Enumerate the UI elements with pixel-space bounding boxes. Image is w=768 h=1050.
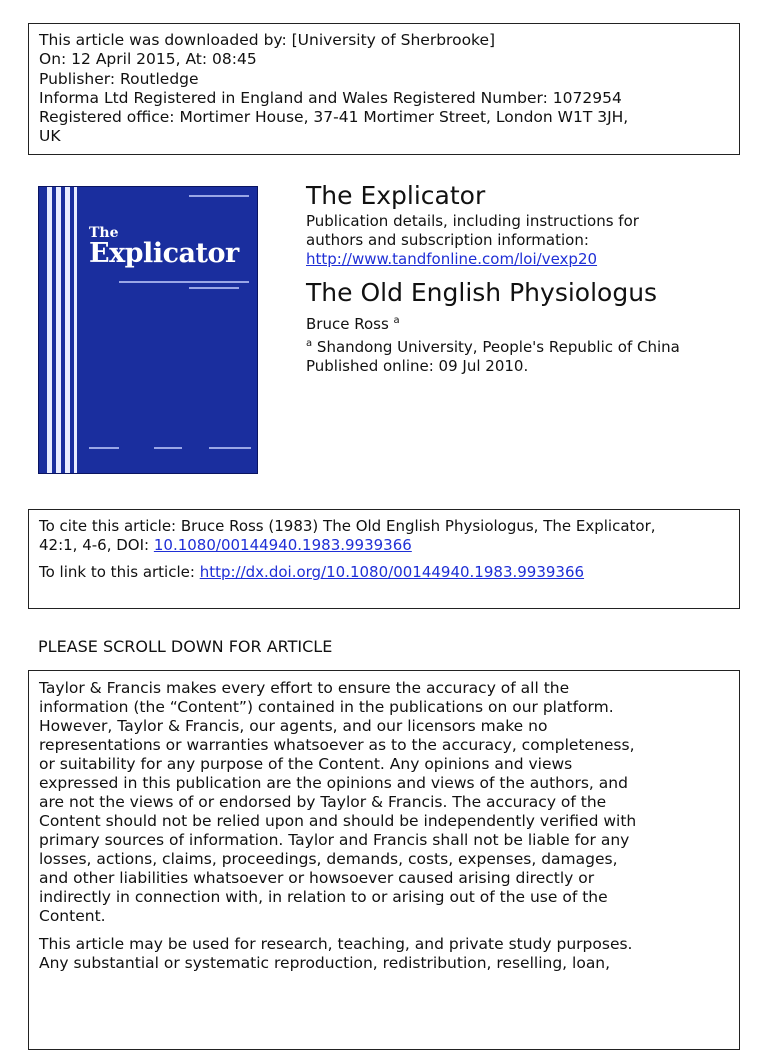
publication-details: Publication details, including instructions for bbox=[306, 212, 639, 230]
article-link-line bbox=[39, 563, 729, 582]
cover-stripe bbox=[74, 187, 77, 473]
disclaimer-line: Any substantial or systematic reproduction, redistribution, reselling, loan, bbox=[39, 954, 611, 972]
disclaimer-line: indirectly in connection with, in relation to or arising out of the use of the bbox=[39, 888, 608, 906]
cover-stripe bbox=[47, 187, 52, 473]
journal-title: The Explicator bbox=[306, 181, 486, 210]
article-title: The Old English Physiologus bbox=[306, 278, 658, 307]
cover-tagline-mark bbox=[189, 287, 239, 289]
affiliation-line bbox=[306, 334, 746, 357]
disclaimer-line: However, Taylor & Francis, our agents, and our licensors make no bbox=[39, 717, 548, 735]
download-notice-box bbox=[28, 23, 740, 155]
disclaimer-line: or suitability for any purpose of the Content. Any opinions and views bbox=[39, 755, 573, 773]
author-name: Bruce Ross bbox=[306, 315, 389, 333]
scroll-down-note: PLEASE SCROLL DOWN FOR ARTICLE bbox=[38, 637, 333, 656]
cover-footer-mark bbox=[89, 447, 119, 449]
disclaimer-line: representations or warranties whatsoever as to the accuracy, completeness, bbox=[39, 736, 635, 754]
cover-tagline-mark bbox=[119, 281, 249, 283]
author-line bbox=[306, 311, 746, 334]
cover-issn-mark bbox=[189, 195, 249, 197]
doi-link[interactable]: 10.1080/00144940.1983.9939366 bbox=[153, 536, 412, 554]
download-line: This article was downloaded by: [University of Sherbrooke] bbox=[39, 31, 496, 49]
citation-prefix: 42:1, 4-6, DOI: bbox=[39, 536, 154, 554]
download-line: Informa Ltd Registered in England and Wales Registered Number: 1072954 bbox=[39, 88, 622, 107]
cover-title bbox=[89, 225, 239, 269]
download-line: Registered office: Mortimer House, 37-41 Mortimer Street, London W1T 3JH, bbox=[39, 108, 629, 127]
affiliation-marker: a bbox=[306, 338, 313, 349]
disclaimer-line: and other liabilities whatsoever or howsoever caused arising directly or bbox=[39, 869, 595, 887]
cover-stripe bbox=[56, 187, 61, 473]
published-date: Published online: 09 Jul 2010. bbox=[306, 357, 529, 375]
affiliation-text: Shandong University, People's Republic of China bbox=[316, 338, 680, 356]
publication-details: authors and subscription information: bbox=[306, 231, 589, 249]
cover-title-large: Explicator bbox=[89, 238, 239, 269]
citation-line: To cite this article: Bruce Ross (1983) The Old English Physiologus, The Explicator, bbox=[39, 517, 656, 535]
cover-title-small: The bbox=[89, 225, 119, 241]
disclaimer-box bbox=[28, 670, 740, 1050]
journal-url-link[interactable]: http://www.tandfonline.com/loi/vexp20 bbox=[306, 250, 598, 268]
cover-footer-mark bbox=[154, 447, 182, 449]
download-line: On: 12 April 2015, At: 08:45 bbox=[39, 50, 257, 69]
cover-stripe bbox=[65, 187, 70, 473]
download-line: Publisher: Routledge bbox=[39, 69, 199, 88]
cover-footer-mark bbox=[209, 447, 251, 449]
citation-box bbox=[28, 509, 740, 609]
citation-line bbox=[39, 536, 729, 555]
disclaimer-line: Taylor & Francis makes every effort to ensure the accuracy of all the bbox=[39, 679, 570, 697]
article-link-url[interactable]: http://dx.doi.org/10.1080/00144940.1983.9939366 bbox=[199, 563, 585, 581]
disclaimer-line: This article may be used for research, teaching, and private study purposes. bbox=[39, 935, 633, 953]
download-line: UK bbox=[39, 127, 61, 146]
disclaimer-line: Content. bbox=[39, 907, 106, 925]
disclaimer-paragraph bbox=[39, 935, 729, 973]
disclaimer-line: primary sources of information. Taylor and Francis shall not be liable for any bbox=[39, 831, 630, 849]
disclaimer-line: expressed in this publication are the opinions and views of the authors, and bbox=[39, 774, 628, 792]
article-link-label: To link to this article: bbox=[39, 563, 200, 581]
journal-cover-image bbox=[38, 186, 258, 474]
disclaimer-line: information (the “Content”) contained in the publications on our platform. bbox=[39, 698, 614, 716]
disclaimer-paragraph bbox=[39, 679, 729, 926]
disclaimer-line: are not the views of or endorsed by Taylor & Francis. The accuracy of the bbox=[39, 793, 607, 811]
disclaimer-line: Content should not be relied upon and should be independently verified with bbox=[39, 812, 637, 830]
disclaimer-line: losses, actions, claims, proceedings, demands, costs, expenses, damages, bbox=[39, 850, 618, 868]
article-metadata bbox=[306, 180, 746, 376]
author-affil-marker: a bbox=[393, 315, 400, 326]
